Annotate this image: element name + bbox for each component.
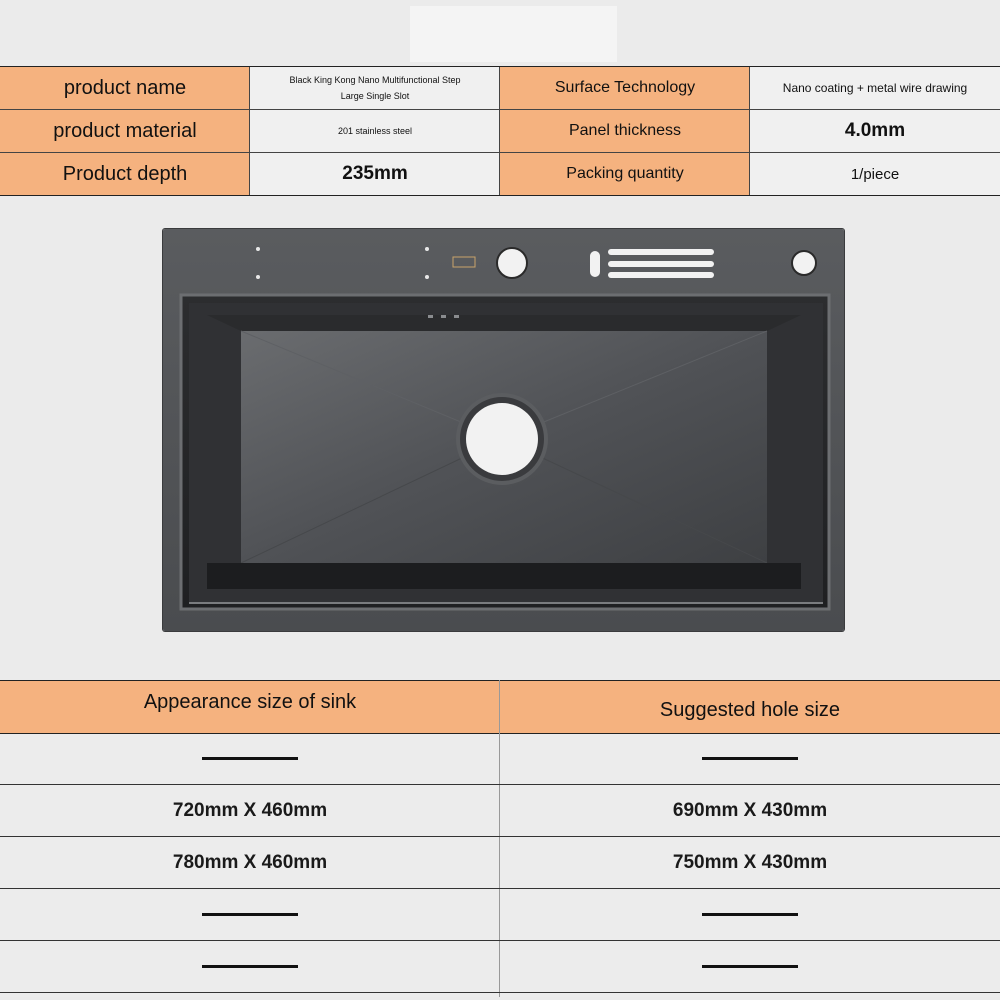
deck-dot [256,247,260,251]
spec-label-product-name: product name [0,67,250,109]
empty-dash [202,965,298,968]
spec-row [0,67,1000,109]
appearance-cell: 720mm X 460mm [172,799,328,821]
faucet-hole [497,248,527,278]
size-row [0,941,1000,993]
spec-row [0,153,1000,195]
sink-illustration [163,229,844,631]
empty-dash [702,965,798,968]
spec-value-product-name: Black King Kong Nano Multifunctional Step Large Single Slot [289,75,461,101]
header-hole-size: Suggested hole size [659,698,841,721]
spec-value-panel-thickness: 4.0mm [844,120,906,141]
appearance-cell [0,733,500,784]
empty-dash [702,757,798,760]
empty-dash [202,757,298,760]
appearance-cell [0,889,500,940]
drain-hole [466,403,538,475]
spec-label-product-depth: Product depth [0,153,250,195]
spec-value-product-material: 201 stainless steel [337,126,413,136]
empty-dash [202,913,298,916]
knife-slot [608,261,714,267]
size-table [0,680,1000,997]
spec-label-surface-technology: Surface Technology [500,67,750,109]
column-divider [249,67,250,195]
header-appearance-size: Appearance size of sink [143,690,357,713]
spec-label-panel-thickness: Panel thickness [500,110,750,152]
deck-dot [425,275,429,279]
overflow-slot [441,315,446,318]
top-blank-strip [410,6,617,62]
hole-cell [500,733,1000,784]
size-row [0,889,1000,941]
spec-label-product-material: product material [0,110,250,152]
spec-label-packing-quantity: Packing quantity [500,153,750,195]
sink-product-image [163,229,844,631]
brand-logo [453,257,475,267]
knife-slot [590,251,600,277]
basin-front-wall [207,563,801,589]
knife-slot [608,272,714,278]
appearance-cell [0,941,500,992]
hole-cell: 690mm X 430mm [672,799,828,821]
overflow-slot [454,315,459,318]
hole-cell [500,941,1000,992]
empty-dash [702,913,798,916]
column-divider [499,67,500,195]
size-table-header [0,680,1000,734]
spec-value-product-depth: 235mm [342,163,408,184]
knife-slot [608,249,714,255]
overflow-slot [428,315,433,318]
hole-cell: 750mm X 430mm [672,851,828,873]
spec-row [0,110,1000,152]
appearance-cell: 780mm X 460mm [172,851,328,873]
deck-dot [425,247,429,251]
soap-dispenser-hole [792,251,816,275]
column-divider [749,67,750,195]
size-row [0,733,1000,785]
deck-dot [256,275,260,279]
spec-table [0,66,1000,196]
spec-value-packing-quantity: 1/piece [850,165,900,183]
size-row [0,785,1000,837]
size-row [0,837,1000,889]
spec-value-surface-technology: Nano coating + metal wire drawing [782,81,968,95]
hole-cell [500,889,1000,940]
